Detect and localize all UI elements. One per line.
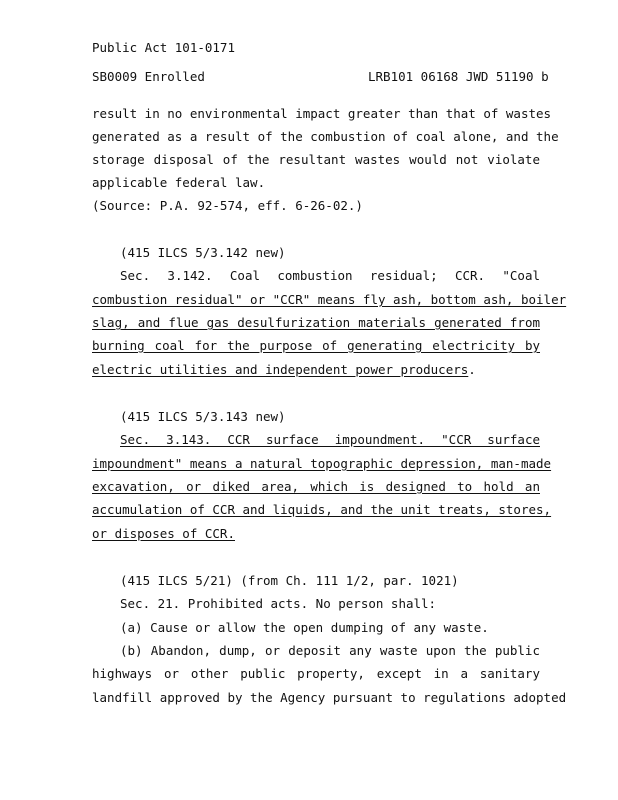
section-heading: Sec. 3.143. CCR surface impoundment. "CCR surface (120, 432, 540, 447)
section-citation: (415 ILCS 5/21) (from Ch. 111 1/2, par. 1021) (120, 573, 459, 588)
text-line: storage disposal of the resultant wastes would not violate (92, 152, 540, 167)
bill-number: SB0009 Enrolled (92, 69, 205, 84)
inserted-text-line: burning coal for the purpose of generating electricity by (92, 338, 540, 353)
text-line: landfill approved by the Agency pursuant to regulations adopted (92, 690, 567, 705)
source-citation: (Source: P.A. 92-574, eff. 6-26-02.) (92, 198, 363, 213)
inserted-text: or disposes of CCR. (92, 526, 235, 541)
inserted-text-line: combustion residual" or "CCR" means fly ash, bottom ash, boiler (92, 292, 567, 307)
text-line: generated as a result of the combustion of coal alone, and the (92, 129, 559, 144)
section-heading: Sec. 3.142. Coal combustion residual; CCR. "Coal (120, 268, 540, 283)
public-act-number: Public Act 101-0171 (92, 40, 235, 55)
text-line: (b) Abandon, dump, or deposit any waste upon the public (120, 643, 540, 658)
inserted-text-line (92, 526, 540, 542)
lrb-number: LRB101 06168 JWD 51190 b (368, 69, 549, 84)
inserted-text-line: slag, and flue gas desulfurization materials generated from (92, 315, 540, 330)
section-heading: Sec. 21. Prohibited acts. No person shall: (120, 596, 437, 611)
period: . (468, 362, 476, 377)
inserted-text: electric utilities and independent power producers (92, 362, 469, 377)
text-line: highways or other public property, except in a sanitary (92, 666, 540, 681)
inserted-text-line: excavation, or diked area, which is designed to hold an (92, 479, 540, 494)
text-line: result in no environmental impact greater than that of wastes (92, 106, 552, 121)
text-line: applicable federal law. (92, 175, 266, 190)
section-citation: (415 ILCS 5/3.143 new) (120, 409, 286, 424)
inserted-text-line: accumulation of CCR and liquids, and the unit treats, stores, (92, 502, 552, 517)
section-citation: (415 ILCS 5/3.142 new) (120, 245, 286, 260)
inserted-text-line: impoundment" means a natural topographic depression, man-made (92, 456, 552, 471)
text-line: (a) Cause or allow the open dumping of any waste. (120, 620, 489, 635)
inserted-text-line (92, 362, 540, 378)
